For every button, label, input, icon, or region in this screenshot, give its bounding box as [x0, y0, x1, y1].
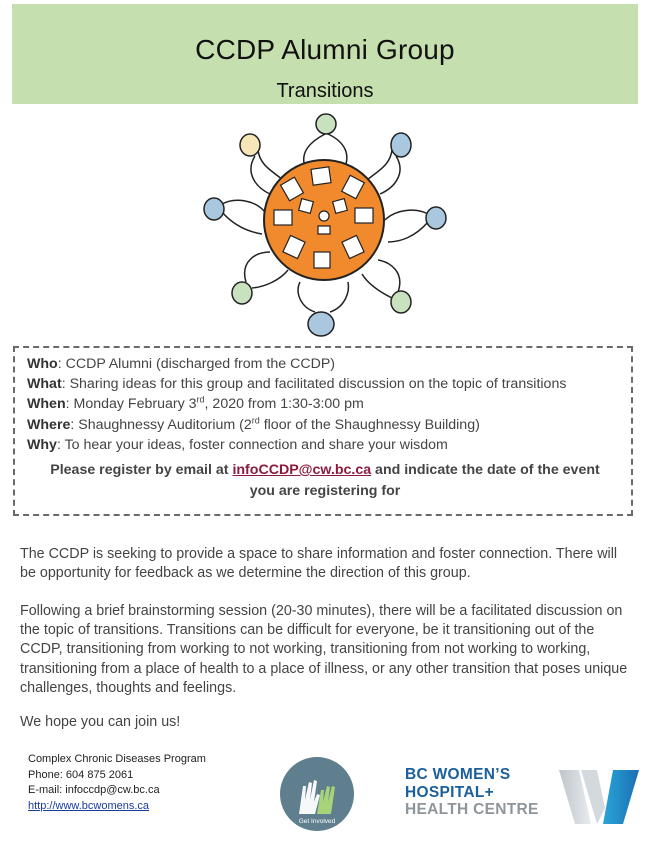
contact-email: E-mail: infoccdp@cw.bc.ca: [28, 784, 160, 796]
why-label: Why: [27, 436, 57, 453]
get-involved-logo: [279, 756, 355, 832]
intro-paragraph: The CCDP is seeking to provide a space to share information and foster connection. There will be opportunity for feedback as we determine the direction of this group.: [20, 546, 618, 582]
page-title: CCDP Alumni Group: [195, 34, 455, 65]
what-label: What: [27, 376, 62, 393]
logo-line-1: BC WOMEN’S: [405, 766, 511, 783]
register-text-after: and indicate the date of the event: [371, 462, 600, 479]
why-row: [27, 435, 623, 455]
where-label: Where: [27, 416, 71, 433]
who-text: : CCDP Alumni (discharged from the CCDP): [57, 356, 336, 372]
what-row: [27, 374, 623, 394]
bc-womens-w-logo-icon: [557, 768, 641, 826]
logo-line-3: HEALTH CENTRE: [405, 801, 539, 818]
program-name: Complex Chronic Diseases Program: [28, 753, 206, 765]
page-subtitle: Transitions: [276, 80, 374, 102]
phone-number: Phone: 604 875 2061: [28, 768, 134, 781]
people-around-table-illustration: [200, 112, 450, 344]
where-text: : Shaughnessy Auditorium (2: [70, 416, 252, 433]
where-row: [27, 415, 623, 435]
website-link[interactable]: http://www.bcwomens.ca: [28, 799, 150, 812]
why-text: : To hear your ideas, foster connection and share your wisdom: [56, 436, 448, 453]
contact-info: [28, 752, 206, 814]
registration-note: [27, 460, 623, 501]
when-time: , 2020 from 1:30-3:00 pm: [204, 396, 364, 413]
details-paragraph: Following a brief brainstorming session (20-30 minutes), there will be a facilitated discussion on the topic of transitions. Transitions can be difficult for everyone, be it transitioning out of the CCDP, transitioning from working to not working, transitioning from not working to working, transitioning from a place of health to a place of illness, or any other transition that poses unique challenges, thoughts and feelings.: [20, 603, 628, 696]
logo-line-2: HOSPITAL+: [405, 783, 494, 801]
closing-line: We hope you can join us!: [20, 714, 181, 730]
register-text: Please register by email at: [50, 462, 233, 479]
when-row: [27, 394, 623, 414]
who-row: [27, 354, 623, 374]
what-text: : Sharing ideas for this group and facilitated discussion on the topic of transitions: [61, 376, 567, 393]
bc-womens-logo-text: [405, 766, 539, 819]
register-email-link[interactable]: infoCCDP@cw.bc.ca: [232, 462, 372, 479]
where-superscript: rd: [251, 414, 260, 425]
register-line-2: you are registering for: [249, 482, 401, 499]
header-banner: [12, 4, 638, 104]
when-label: When: [27, 396, 66, 413]
who-label: Who: [27, 356, 58, 372]
where-floor: floor of the Shaughnessy Building): [259, 416, 480, 433]
raised-hands-icon: [279, 756, 355, 832]
when-text: : Monday February 3: [65, 396, 197, 413]
when-superscript: rd: [196, 394, 205, 405]
event-details-box: [13, 346, 633, 516]
get-involved-text: Get Involved: [298, 818, 336, 825]
